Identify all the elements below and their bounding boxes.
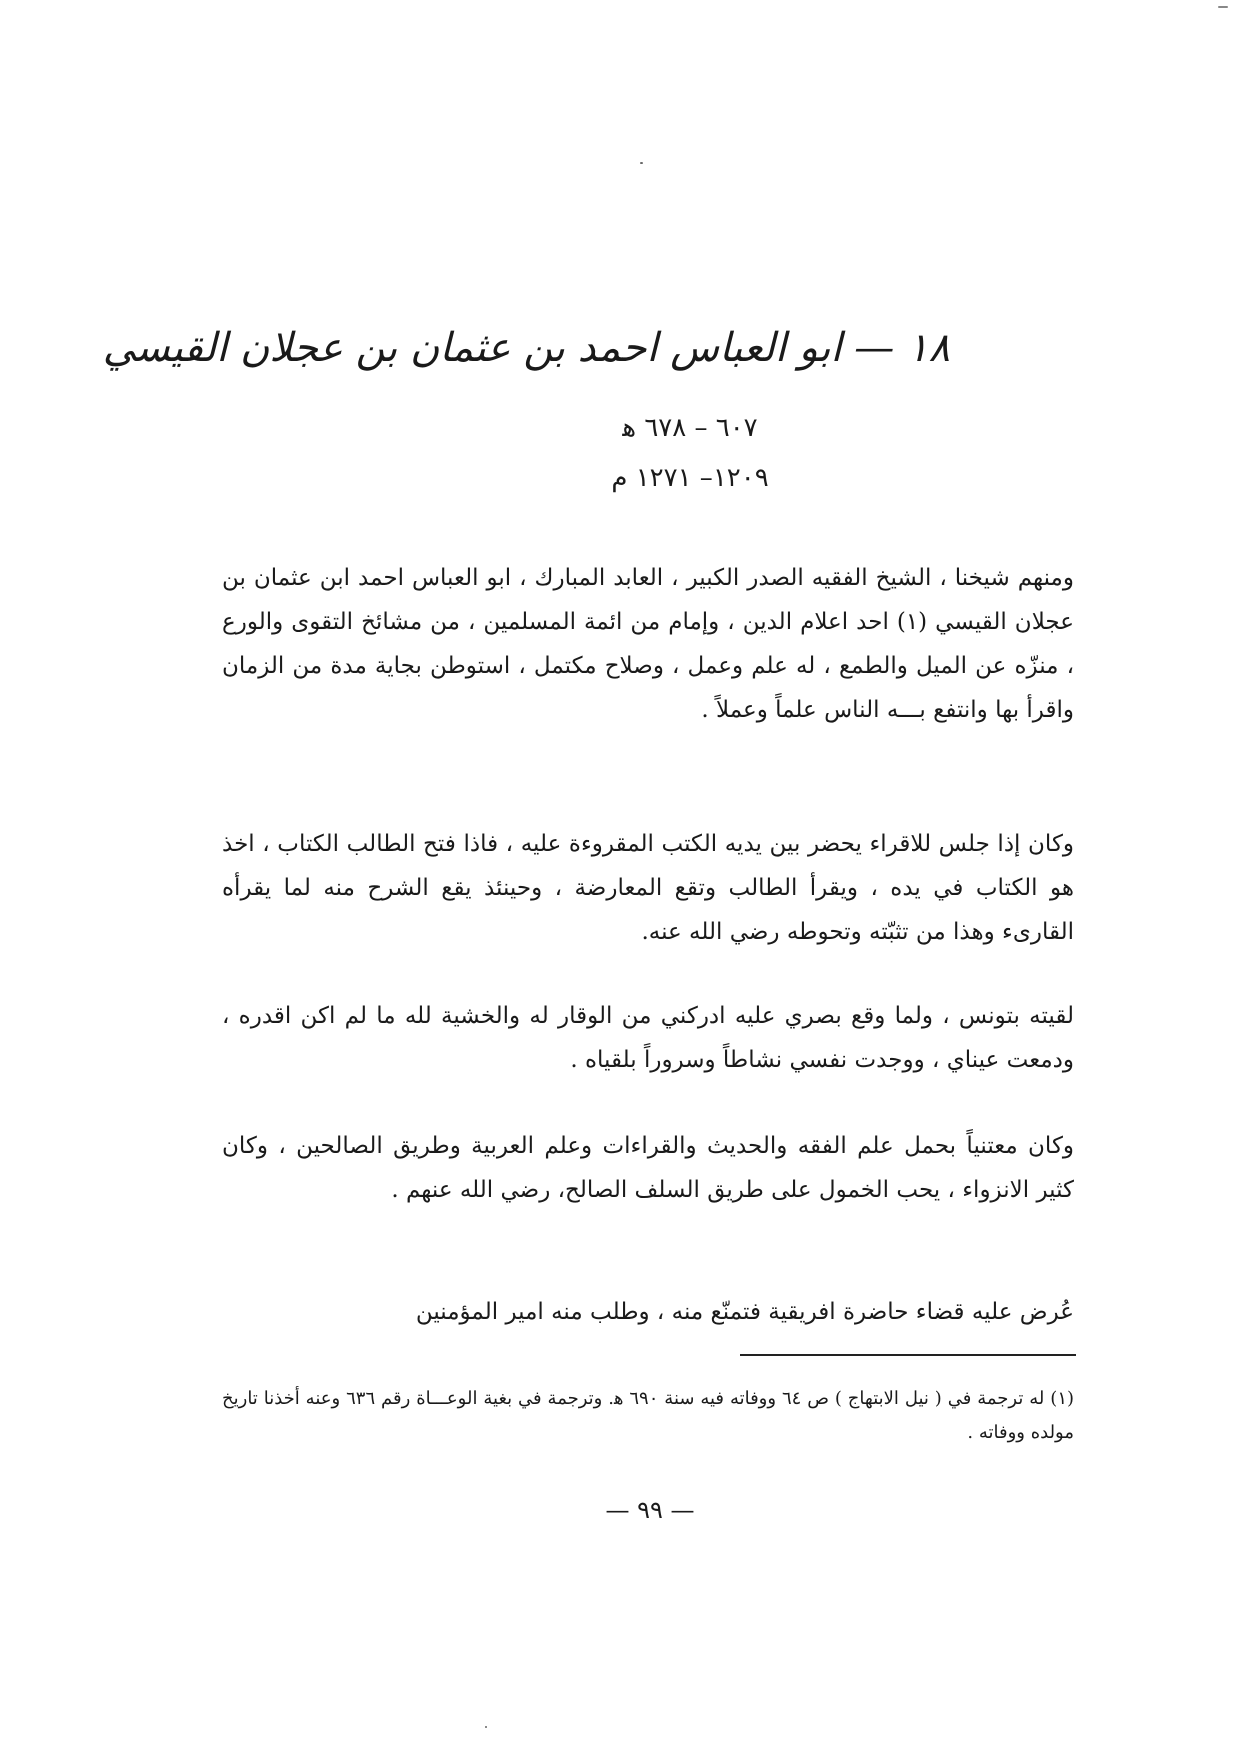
scan-speck <box>640 162 643 164</box>
body-paragraph: وكان معتنياً بحمل علم الفقه والحديث والقراءات وعلم العربية وطريق الصالحين ، وكان كثير الانزواء ، يحب الخمول على طريق السلف الصالح، رضي الله عنهم . <box>222 1133 1074 1203</box>
footnote: (١) له ترجمة في ( نيل الابتهاج ) ص ٦٤ ووفاته فيه سنة ٦٩٠ ﻫ. وترجمة في بغية الوعـــاة رقم ٦٣٦ وعنه أخذنا تاريخ مولده ووفاته . <box>222 1388 1075 1443</box>
body-paragraph: ومنهم شيخنا ، الشيخ الفقيه الصدر الكبير ، العابد المبارك ، ابو العباس احمد ابن عثمان بن عجلان القيسي (١) احد اعلام الدين ، وإمام من ائمة المسلمين ، من مشائخ التقوى والورع ، منزّه عن الميل والطمع ، له علم وعمل ، وصلاح مكتمل ، استوطن بجاية مدة من الزمان واقرأ بها وانتفع بـــه الناس علماً وعملاً . <box>222 565 1074 723</box>
body-paragraph: عُرض عليه قضاء حاضرة افريقية فتمنّع منه ، وطلب منه امير المؤمنين <box>415 1299 1074 1325</box>
footnote-divider <box>740 1354 1076 1356</box>
page-number: — ٩٩ — <box>605 1496 695 1524</box>
scan-speck <box>1218 6 1228 8</box>
gregorian-dates: ١٢٠٩– ١٢٧١ م <box>611 463 769 493</box>
scan-speck <box>485 1726 487 1728</box>
hijri-dates: ٦٠٧ – ٦٧٨ ﻫ <box>622 413 758 443</box>
body-paragraph: لقيته بتونس ، ولما وقع بصري عليه ادركني من الوقار له والخشية لله ما لم اكن اقدره ، ودمعت عيناي ، ووجدت نفسي نشاطاً وسروراً بلقياه . <box>222 1003 1074 1073</box>
biography-title: ١٨ — ابو العباس احمد بن عثمان بن عجلان القيسي <box>102 325 950 371</box>
body-paragraph: وكان إذا جلس للاقراء يحضر بين يديه الكتب المقروءة عليه ، فاذا فتح الطالب الكتاب ، اخذ هو الكتاب في يده ، ويقرأ الطالب وتقع المعارضة ، وحينئذ يقع الشرح منه لما يقرأه القارىء وهذا من تثبّته وتحوطه رضي الله عنه. <box>222 831 1075 945</box>
